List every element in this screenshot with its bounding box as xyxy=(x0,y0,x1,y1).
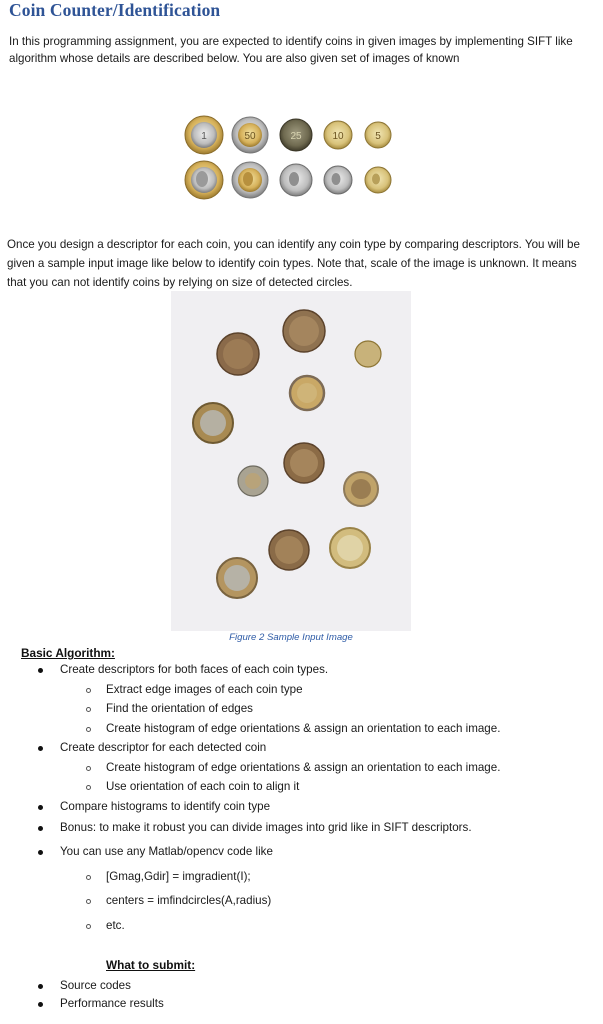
list-item: Bonus: to make it robust you can divide images into grid like in SIFT descriptors. xyxy=(60,821,472,834)
photo-coin xyxy=(217,333,259,375)
list-item: You can use any Matlab/opencv code like xyxy=(60,845,273,858)
bullet xyxy=(38,805,43,810)
bullet xyxy=(38,746,43,751)
photo-coin xyxy=(193,403,233,443)
reference-coins-image xyxy=(180,108,400,208)
sub-bullet xyxy=(86,924,91,929)
basic-algorithm-heading: Basic Algorithm: xyxy=(21,646,115,660)
photo-coin xyxy=(284,443,324,483)
photo-coin xyxy=(269,530,309,570)
list-item: Source codes xyxy=(60,979,131,992)
photo-coin xyxy=(330,528,370,568)
coin-label: 1 xyxy=(201,131,207,142)
coin-5-kurus-front xyxy=(365,167,391,193)
list-item: Create histogram of edge orientations & assign an orientation to each image. xyxy=(106,761,501,774)
intro-paragraph: In this programming assignment, you are expected to identify coins in given images by implementing SIFT like algorithm whose details are described below. You are also given set of images of known xyxy=(9,35,573,65)
coin-50-kurus-front xyxy=(232,162,268,198)
list-item: Compare histograms to identify coin type xyxy=(60,800,271,813)
sub-bullet xyxy=(86,785,91,790)
list-item: Create descriptors for both faces of each coin types. xyxy=(60,663,329,676)
photo-coin xyxy=(283,310,325,352)
descriptor-paragraph: Once you design a descriptor for each coin, you can identify any coin type by comparing descriptors. You will be given a sample input image like below to identify coin types. Note that, scale of the image is unknown. It means that you can not identify coins by relying on size of detected circles. xyxy=(7,238,580,290)
bullet xyxy=(38,826,43,831)
coin-label: 10 xyxy=(332,131,344,142)
coin-label: 25 xyxy=(290,131,302,142)
sub-bullet xyxy=(86,766,91,771)
photo-coin xyxy=(238,466,268,496)
figure-caption: Figure 2 Sample Input Image xyxy=(229,632,353,643)
bullet xyxy=(38,1002,43,1007)
coin-1-lira-front xyxy=(185,161,223,199)
sub-bullet xyxy=(86,707,91,712)
sub-bullet xyxy=(86,688,91,693)
coin-1-lira-back xyxy=(185,116,223,154)
what-to-submit-heading: What to submit: xyxy=(106,958,196,972)
coin-5-kurus-back xyxy=(365,122,391,148)
bullet xyxy=(38,984,43,989)
list-item: etc. xyxy=(106,919,125,932)
list-item: [Gmag,Gdir] = imgradient(I); xyxy=(106,870,251,883)
sample-input-image xyxy=(171,291,411,631)
coin-10-kurus-back xyxy=(324,121,352,149)
list-item: Extract edge images of each coin type xyxy=(106,683,303,696)
coin-label: 50 xyxy=(244,131,256,142)
bullet xyxy=(38,850,43,855)
coin-10-kurus-front xyxy=(324,166,352,194)
bullet xyxy=(38,668,43,673)
list-item: centers = imfindcircles(A,radius) xyxy=(106,894,272,907)
photo-coin xyxy=(290,376,324,410)
list-item: Find the orientation of edges xyxy=(106,702,253,715)
sub-bullet xyxy=(86,875,91,880)
sub-bullet xyxy=(86,727,91,732)
document-title: Coin Counter/Identification xyxy=(9,0,221,20)
coin-25-kurus-back xyxy=(280,119,312,151)
list-item: Performance results xyxy=(60,997,164,1010)
list-item: Use orientation of each coin to align it xyxy=(106,780,300,793)
coin-50-kurus-back xyxy=(232,117,268,153)
photo-coin xyxy=(355,341,381,367)
sub-bullet xyxy=(86,899,91,904)
coin-25-kurus-front xyxy=(280,164,312,196)
coin-label: 5 xyxy=(375,131,381,142)
list-item: Create descriptor for each detected coin xyxy=(60,741,267,754)
list-item: Create histogram of edge orientations & assign an orientation to each image. xyxy=(106,722,501,735)
photo-coin xyxy=(344,472,378,506)
photo-coin xyxy=(217,558,257,598)
